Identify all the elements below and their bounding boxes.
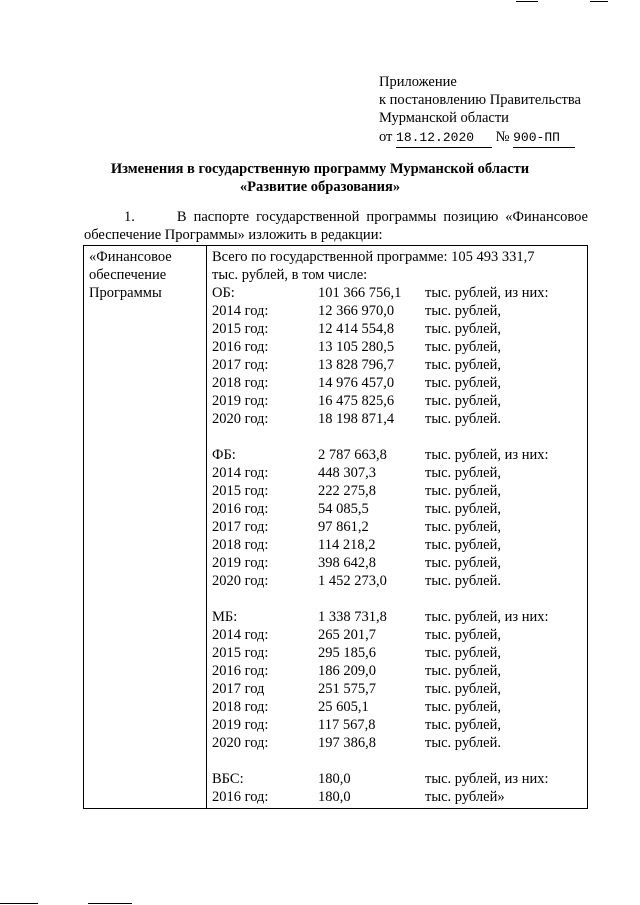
financing-table xyxy=(83,245,588,809)
scan-mark-bottom-mid xyxy=(88,903,132,904)
row-unit: тыс. рублей, xyxy=(425,663,501,679)
row-label: ВБС: xyxy=(212,771,244,787)
funding-year-row xyxy=(212,392,583,410)
row-label: 2018 год: xyxy=(212,375,269,391)
row-label: 2017 год: xyxy=(212,357,269,373)
label-line: обеспечение xyxy=(89,267,167,283)
row-label: МБ: xyxy=(212,609,238,625)
paragraph-number: 1. xyxy=(124,209,135,225)
row-amount: 12 414 554,8 xyxy=(318,321,395,337)
paragraph-1-line-1 xyxy=(84,208,588,226)
row-unit: тыс. рублей» xyxy=(425,789,505,805)
funding-year-row xyxy=(212,464,583,482)
paragraph-1 xyxy=(84,208,588,244)
row-label: 2020 год: xyxy=(212,735,269,751)
funding-total-row xyxy=(212,770,583,788)
row-unit: тыс. рублей, xyxy=(425,699,501,715)
row-amount: 12 366 970,0 xyxy=(318,303,395,319)
from-label: от xyxy=(379,129,393,145)
block-spacer xyxy=(212,590,583,608)
row-label: 2017 год: xyxy=(212,519,269,535)
label-line: Программы xyxy=(89,285,162,301)
row-amount: 180,0 xyxy=(318,789,351,805)
row-amount: 14 976 457,0 xyxy=(318,375,395,391)
funding-year-row xyxy=(212,500,583,518)
row-unit: тыс. рублей. xyxy=(425,735,501,751)
row-label: 2015 год: xyxy=(212,321,269,337)
row-label: 2019 год: xyxy=(212,555,269,571)
row-amount: 180,0 xyxy=(318,771,351,787)
row-label: 2019 год: xyxy=(212,717,269,733)
decree-date-field xyxy=(396,128,492,148)
funding-total-row xyxy=(212,446,583,464)
funding-year-row xyxy=(212,356,583,374)
row-amount: 448 307,3 xyxy=(318,465,376,481)
row-label: 2018 год: xyxy=(212,537,269,553)
row-amount: 25 605,1 xyxy=(318,699,369,715)
row-amount: 13 828 796,7 xyxy=(318,357,395,373)
row-unit: тыс. рублей, xyxy=(425,717,501,733)
number-label: № xyxy=(495,129,510,145)
financing-row xyxy=(84,246,588,809)
row-label: 2015 год: xyxy=(212,645,269,661)
appendix-decree: к постановлению Правительства xyxy=(379,92,581,108)
appendix-date-row xyxy=(379,128,581,148)
label-line: «Финансовое xyxy=(89,249,172,265)
row-amount: 1 452 273,0 xyxy=(318,573,387,589)
row-amount: 222 275,8 xyxy=(318,483,376,499)
funding-block xyxy=(212,608,583,752)
funding-year-row xyxy=(212,572,583,590)
row-amount: 197 386,8 xyxy=(318,735,376,751)
row-label: 2016 год: xyxy=(212,501,269,517)
row-label: 2014 год: xyxy=(212,303,269,319)
funding-year-row xyxy=(212,338,583,356)
decree-number: 900-ПП xyxy=(513,130,560,145)
row-unit: тыс. рублей, xyxy=(425,483,501,499)
row-amount: 186 209,0 xyxy=(318,663,376,679)
row-unit: тыс. рублей, из них: xyxy=(425,285,549,301)
block-spacer xyxy=(212,428,583,446)
row-amount: 114 218,2 xyxy=(318,537,376,553)
row-unit: тыс. рублей, xyxy=(425,465,501,481)
row-amount: 101 366 756,1 xyxy=(318,285,402,301)
funding-year-row xyxy=(212,680,583,698)
row-unit: тыс. рублей, xyxy=(425,681,501,697)
title-line-1: Изменения в государственную программу Мурманской области xyxy=(110,161,530,177)
row-unit: тыс. рублей, из них: xyxy=(425,771,549,787)
total-line-2: тыс. рублей, в том числе: xyxy=(212,267,368,283)
row-unit: тыс. рублей, xyxy=(425,375,501,391)
document-title xyxy=(0,160,640,196)
funding-total-row xyxy=(212,284,583,302)
row-label: 2019 год: xyxy=(212,393,269,409)
total-line-1: Всего по государственной программе: 105 493 331,7 xyxy=(212,249,535,265)
row-amount: 54 085,5 xyxy=(318,501,369,517)
paragraph-text-1: В паспорте государственной программы позицию «Финансовое xyxy=(176,209,588,225)
row-amount: 18 198 871,4 xyxy=(318,411,395,427)
funding-total-row xyxy=(212,608,583,626)
funding-sources xyxy=(212,284,583,806)
row-unit: тыс. рублей, xyxy=(425,393,501,409)
financing-content-cell xyxy=(207,246,588,809)
funding-year-row xyxy=(212,554,583,572)
financing-label-cell xyxy=(84,246,207,809)
row-label: 2016 год: xyxy=(212,339,269,355)
row-amount: 2 787 663,8 xyxy=(318,447,387,463)
row-label: 2017 год xyxy=(212,681,265,697)
decree-date: 18.12.2020 xyxy=(396,130,475,145)
funding-year-row xyxy=(212,320,583,338)
appendix-title: Приложение xyxy=(379,74,457,90)
row-unit: тыс. рублей, из них: xyxy=(425,447,549,463)
row-label: 2016 год: xyxy=(212,663,269,679)
funding-year-row xyxy=(212,536,583,554)
row-amount: 398 642,8 xyxy=(318,555,376,571)
decree-number-field xyxy=(513,128,575,148)
row-label: ОБ: xyxy=(212,285,235,301)
funding-year-row xyxy=(212,716,583,734)
row-label: 2015 год: xyxy=(212,483,269,499)
funding-year-row xyxy=(212,302,583,320)
funding-year-row xyxy=(212,626,583,644)
row-label: 2020 год: xyxy=(212,573,269,589)
block-spacer xyxy=(212,752,583,770)
row-label: 2014 год: xyxy=(212,465,269,481)
row-unit: тыс. рублей. xyxy=(425,573,501,589)
row-label: 2020 год: xyxy=(212,411,269,427)
funding-year-row xyxy=(212,374,583,392)
row-amount: 16 475 825,6 xyxy=(318,393,395,409)
row-unit: тыс. рублей, xyxy=(425,339,501,355)
row-unit: тыс. рублей, xyxy=(425,645,501,661)
funding-year-row xyxy=(212,410,583,428)
row-unit: тыс. рублей. xyxy=(425,411,501,427)
row-unit: тыс. рублей, xyxy=(425,357,501,373)
funding-year-row xyxy=(212,644,583,662)
row-unit: тыс. рублей, xyxy=(425,501,501,517)
paragraph-text-2: обеспечение Программы» изложить в редакции: xyxy=(84,227,383,243)
row-unit: тыс. рублей, xyxy=(425,627,501,643)
funding-year-row xyxy=(212,698,583,716)
funding-year-row xyxy=(212,482,583,500)
row-unit: тыс. рублей, из них: xyxy=(425,609,549,625)
row-label: 2018 год: xyxy=(212,699,269,715)
funding-year-row xyxy=(212,662,583,680)
row-amount: 295 185,6 xyxy=(318,645,376,661)
row-unit: тыс. рублей, xyxy=(425,321,501,337)
row-amount: 117 567,8 xyxy=(318,717,376,733)
funding-block xyxy=(212,446,583,590)
funding-block xyxy=(212,770,583,806)
funding-block xyxy=(212,284,583,428)
scan-mark-top-right xyxy=(516,1,538,2)
row-label: ФБ: xyxy=(212,447,236,463)
scan-mark-bottom-left xyxy=(0,903,38,904)
title-line-2: «Развитие образования» xyxy=(239,179,401,195)
appendix-block xyxy=(379,73,581,148)
row-label: 2014 год: xyxy=(212,627,269,643)
row-unit: тыс. рублей, xyxy=(425,537,501,553)
row-amount: 1 338 731,8 xyxy=(318,609,387,625)
scan-mark-top-right-2 xyxy=(590,1,608,2)
row-amount: 13 105 280,5 xyxy=(318,339,395,355)
row-unit: тыс. рублей, xyxy=(425,555,501,571)
funding-year-row xyxy=(212,734,583,752)
appendix-region: Мурманской области xyxy=(379,110,509,126)
row-unit: тыс. рублей, xyxy=(425,303,501,319)
row-amount: 265 201,7 xyxy=(318,627,376,643)
funding-year-row xyxy=(212,788,583,806)
funding-year-row xyxy=(212,518,583,536)
row-amount: 97 861,2 xyxy=(318,519,369,535)
row-label: 2016 год: xyxy=(212,789,269,805)
row-unit: тыс. рублей, xyxy=(425,519,501,535)
row-amount: 251 575,7 xyxy=(318,681,376,697)
